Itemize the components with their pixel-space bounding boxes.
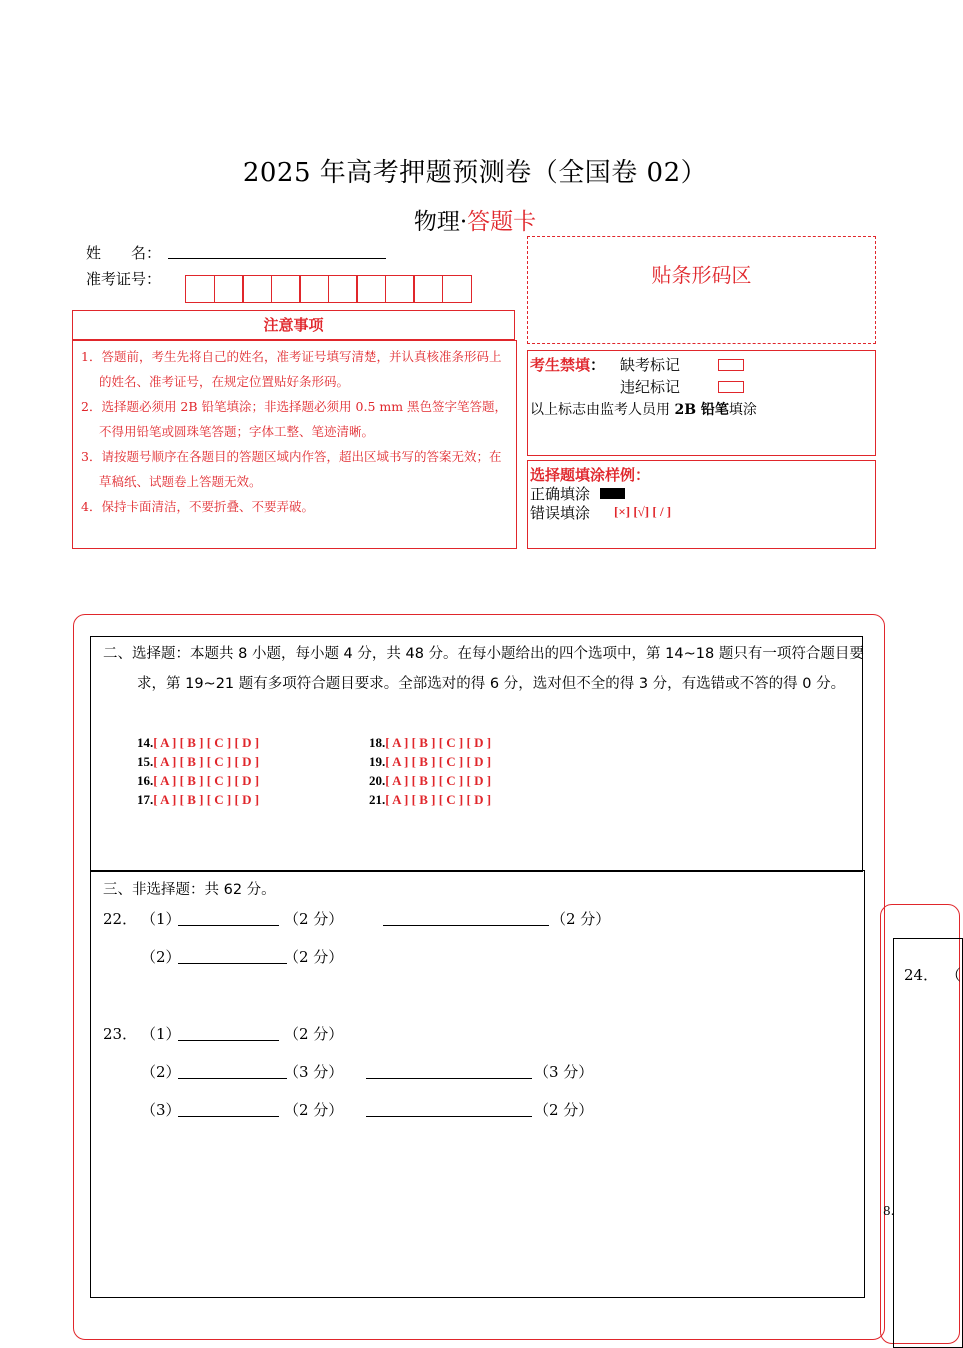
answer-card-label: 答题卡 [467,209,537,235]
ticket-digit-box[interactable] [385,275,415,303]
proctor-note [530,399,757,419]
q23-score1: （2 分） [284,1025,344,1043]
wrong-fill-examples: [×] [√] [ / ] [614,504,672,519]
notes-title: 注意事项 [72,310,515,340]
ticket-digit-box[interactable] [299,275,329,303]
correct-fill-label: 正确填涂 [530,485,591,503]
q22-part2: （2） [141,948,181,966]
mc-row[interactable]: 15.[ A ] [ B ] [ C ] [ D ] [137,754,260,769]
multiple-choice-section [90,636,863,872]
card-subtitle [0,203,950,236]
q23-blank3[interactable] [178,1101,279,1117]
q23-blank2b[interactable] [366,1063,532,1079]
note-item: 1．答题前，考生先将自己的姓名，准考证号填写清楚，并认真核准条形码上的姓名、准考证号，在规定位置贴好条形码。 [81,349,502,389]
mc-right-column [369,733,491,809]
q23-blank1[interactable] [178,1025,279,1041]
forbid-title: 考生禁填 [530,356,591,374]
exam-title: 2025 年高考押题预测卷（全国卷 02） [242,158,708,188]
q22-score1: （2 分） [284,910,344,928]
subject-label: 物理 [413,209,460,235]
q23-number: 23． [103,1025,138,1043]
q24-open-paren: （ [946,966,962,984]
mc-row[interactable]: 20.[ A ] [ B ] [ C ] [ D ] [369,773,492,788]
q23-score3: （2 分） [284,1101,344,1119]
proctor-marks-box [527,350,876,456]
absent-mark-box[interactable] [718,359,744,371]
mc-instructions: 二、选择题：本题共 8 小题，每小题 4 分，共 48 分。在每小题给出的四个选项中，第 14~18 题只有一项符合题目要求，第 19~21 题有多项符合题目要求。全部选对的得 6 分，选对但不全的得 3 分，有选错或不答的得 0 分。 [103,646,864,692]
wrong-fill-label: 错误填涂 [530,504,591,522]
q22-part1: （1） [141,910,181,928]
q22-number: 22． [103,910,138,928]
ticket-digit-box[interactable] [185,275,215,303]
q24-number: 24． [904,966,939,984]
absent-label: 缺考标记 [620,356,681,374]
q23-part3: （3） [141,1101,181,1119]
q23-part1: （1） [141,1025,181,1043]
q22-score2: （2 分） [284,948,344,966]
note-item: 4．保持卡面清洁，不要折叠、不要弄破。 [81,499,314,514]
mc-row[interactable]: 17.[ A ] [ B ] [ C ] [ D ] [137,792,260,807]
note-item: 3．请按题号顺序在各题目的答题区域内作答，超出区域书写的答案无效；在草稿纸、试题卷上答题无效。 [81,449,502,489]
separator-dot: · [459,209,468,235]
ticket-digit-box[interactable] [356,275,386,303]
mc-row[interactable]: 14.[ A ] [ B ] [ C ] [ D ] [137,735,260,750]
mc-row[interactable]: 18.[ A ] [ B ] [ C ] [ D ] [369,735,492,750]
ticket-digit-box[interactable] [413,275,443,303]
proctor-note-bold: 2B 铅笔 [674,402,729,418]
sample-title: 选择题填涂样例： [530,466,651,484]
ticket-digit-box[interactable] [271,275,301,303]
section3-title: 三、非选择题：共 62 分。 [103,882,276,898]
mc-row[interactable]: 19.[ A ] [ B ] [ C ] [ D ] [369,754,492,769]
mc-row[interactable]: 16.[ A ] [ B ] [ C ] [ D ] [137,773,260,788]
proctor-note-prefix: 以上标志由监考人员用 [530,402,675,418]
q23-score2: （3 分） [284,1063,344,1081]
ticket-number-grid[interactable] [185,275,470,303]
q22-blank1[interactable] [178,910,279,926]
forbid-colon: ： [590,356,606,374]
non-choice-section [90,870,865,1298]
q23-blank3b[interactable] [366,1101,532,1117]
ticket-label: 准考证号： [86,270,162,288]
page-marker: 8. [883,1204,895,1218]
q23-blank2[interactable] [178,1063,287,1079]
q22-blank2[interactable] [178,948,287,964]
ticket-digit-box[interactable] [328,275,358,303]
mc-left-column [137,733,259,809]
correct-fill-example [600,488,625,499]
violation-label: 违纪标记 [620,378,681,396]
name-label: 姓 名： [86,244,162,262]
note-item: 2．选择题必须用 2B 铅笔填涂；非选择题必须用 0.5 mm 黑色签字笔答题，不得用铅笔或圆珠笔答题；字体工整、笔迹清晰。 [81,399,508,439]
name-field[interactable] [168,258,386,259]
fill-sample-box [527,460,876,549]
mc-row[interactable]: 21.[ A ] [ B ] [ C ] [ D ] [369,792,492,807]
q23-score3b: （2 分） [534,1101,594,1119]
ticket-digit-box[interactable] [214,275,244,303]
barcode-area [527,236,876,344]
ticket-digit-box[interactable] [442,275,472,303]
q22-blank1b[interactable] [383,910,549,926]
ticket-digit-box[interactable] [242,275,272,303]
q23-part2: （2） [141,1063,181,1081]
proctor-note-suffix: 填涂 [728,402,757,418]
barcode-label: 贴条形码区 [651,263,752,287]
q22-score1b: （2 分） [551,910,611,928]
notes-box [72,340,517,549]
violation-mark-box[interactable] [718,381,744,393]
q23-score2b: （3 分） [534,1063,594,1081]
q24-answer-box[interactable] [893,938,963,1348]
